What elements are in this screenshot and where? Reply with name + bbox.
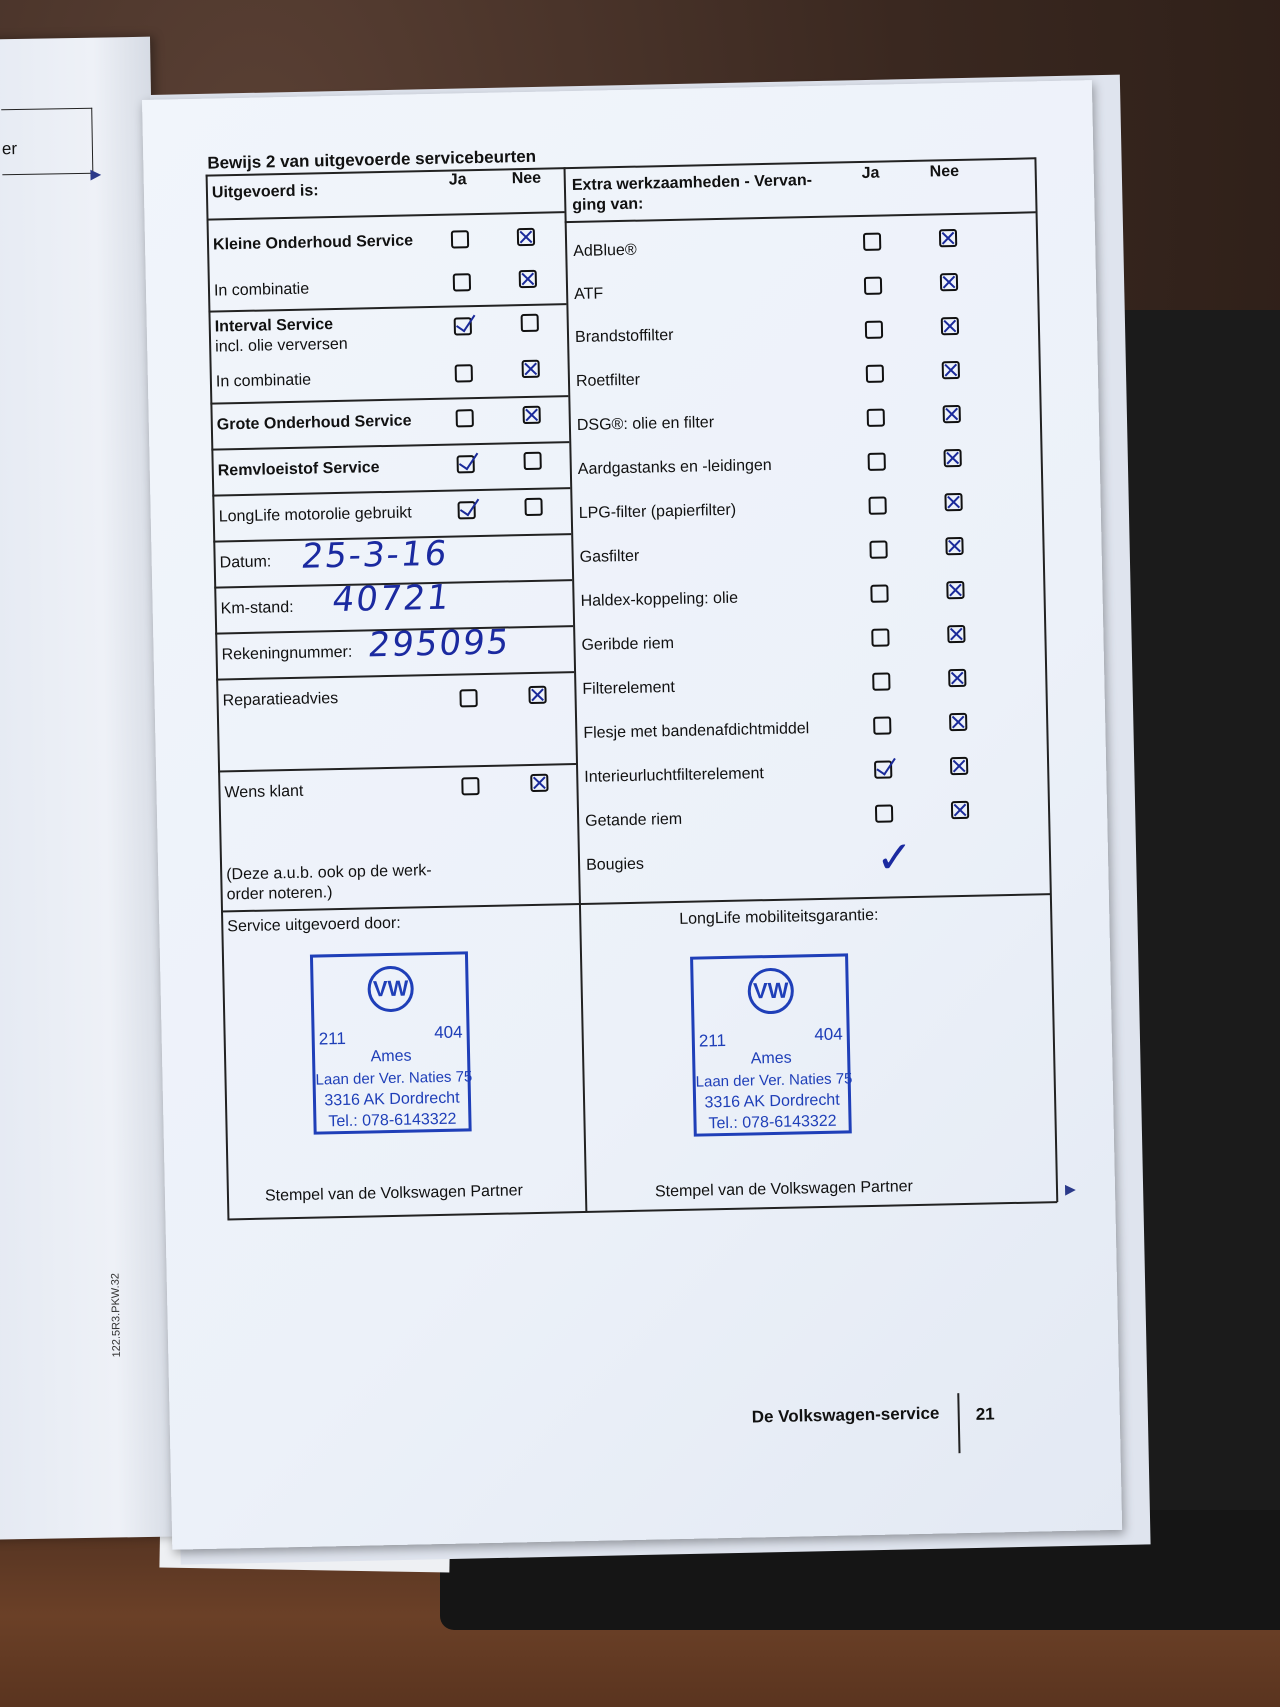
note-line-2: order noteren.) (226, 884, 333, 904)
right-header: Extra werkzaamheden - Vervan- (571, 171, 813, 195)
dealer-stamp-right (690, 953, 852, 1136)
extra-row-label: Bougies (585, 855, 645, 874)
page-title: Bewijs 2 van uitgevoerde servicebeurten (207, 146, 537, 173)
checkbox-nee[interactable] (940, 273, 958, 291)
invoice-value: 295095 (366, 622, 513, 666)
extra-row-label: Filterelement (582, 678, 676, 698)
repair-label: Reparatieadvies (222, 690, 339, 710)
service-page (142, 80, 1122, 1550)
checkbox-nee[interactable] (939, 229, 957, 247)
row-label: In combinatie (215, 371, 312, 391)
checkbox-nee[interactable] (530, 774, 548, 792)
stamp-caption-left: Stempel van de Volkswagen Partner (264, 1182, 524, 1205)
checkbox-ja[interactable] (867, 409, 885, 427)
dealer-stamp-left (310, 951, 472, 1134)
checkbox-ja[interactable] (453, 273, 471, 291)
stamp-street: Laan der Ver. Naties 75 (315, 1068, 473, 1089)
extra-row-label: LPG-filter (papierfilter) (578, 501, 737, 522)
checkbox-nee[interactable] (950, 757, 968, 775)
checkbox-nee[interactable] (517, 228, 535, 246)
extra-row-label: Getande riem (585, 810, 683, 830)
checkbox-ja[interactable] (457, 501, 475, 519)
checkbox-nee[interactable] (522, 406, 540, 424)
stamp-name: Ames (370, 1047, 412, 1066)
checkbox-ja[interactable] (871, 628, 889, 646)
row-label: Interval Service (214, 316, 334, 336)
checkbox-nee[interactable] (521, 314, 539, 332)
checkbox-ja[interactable] (866, 365, 884, 383)
checkbox-ja[interactable] (461, 777, 479, 795)
km-label: Km-stand: (220, 598, 294, 618)
extra-row-label: Flesje met bandenafdichtmiddel (583, 720, 810, 742)
extra-row-label: Geribde riem (581, 634, 675, 654)
checkbox-nee[interactable] (943, 449, 961, 467)
vw-logo-icon: VW (747, 968, 794, 1015)
checkbox-nee[interactable] (941, 317, 959, 335)
checkbox-nee[interactable] (519, 270, 537, 288)
checkbox-nee[interactable] (948, 669, 966, 687)
left-col-nee: Nee (511, 169, 542, 188)
datum-label: Datum: (219, 553, 272, 572)
stamp-caption-right: Stempel van de Volkswagen Partner (654, 1178, 914, 1201)
row-label: In combinatie (213, 280, 310, 300)
invoice-label: Rekeningnummer: (221, 643, 353, 664)
extra-row-label: AdBlue® (573, 241, 637, 260)
checkbox-nee[interactable] (945, 537, 963, 555)
service-by-label: Service uitgevoerd door: (227, 914, 401, 936)
checkbox-nee[interactable] (946, 581, 964, 599)
row-label: Kleine Onderhoud Service (212, 232, 414, 254)
checkbox-ja[interactable] (451, 230, 469, 248)
checkbox-ja[interactable] (875, 804, 893, 822)
checkbox-ja[interactable] (870, 584, 888, 602)
stamp-name: Ames (750, 1049, 792, 1068)
stamp-code-right: 404 (434, 1022, 463, 1043)
extra-row-label: Aardgastanks en -leidingen (577, 456, 772, 478)
checkbox-nee[interactable] (522, 360, 540, 378)
checkbox-nee[interactable] (944, 493, 962, 511)
extra-row-label: Gasfilter (579, 547, 640, 566)
checkbox-nee[interactable] (943, 405, 961, 423)
checkbox-ja[interactable] (863, 233, 881, 251)
left-page-tab-text: er (1, 139, 18, 159)
checkbox-ja[interactable] (868, 496, 886, 514)
stamp-code-left: 211 (318, 1028, 347, 1049)
checkbox-nee[interactable] (528, 686, 546, 704)
checkbox-ja[interactable] (869, 540, 887, 558)
stamp-code-right: 404 (814, 1024, 843, 1045)
page-number: 21 (975, 1404, 995, 1424)
footer-section: De Volkswagen-service (751, 1403, 940, 1427)
checkbox-nee[interactable] (523, 452, 541, 470)
checkbox-ja[interactable] (456, 409, 474, 427)
right-col-ja: Ja (861, 164, 880, 182)
next-arrow-icon: ▶ (90, 165, 102, 182)
left-col-ja: Ja (448, 171, 467, 189)
row-sublabel: incl. olie verversen (215, 335, 348, 356)
checkbox-ja[interactable] (873, 716, 891, 734)
checkbox-nee[interactable] (524, 498, 542, 516)
stamp-code-left: 211 (698, 1030, 727, 1051)
extra-row-label: DSG®: olie en filter (576, 414, 715, 434)
row-label: Remvloeistof Service (217, 459, 380, 480)
row-label: Grote Onderhoud Service (216, 412, 412, 434)
checkbox-ja[interactable] (457, 455, 475, 473)
row-label: LongLife motorolie gebruikt (218, 504, 412, 526)
checkbox-ja[interactable] (868, 453, 886, 471)
handwritten-check-icon: ✓ (875, 832, 914, 884)
stamp-city: 3316 AK Dordrecht (324, 1089, 460, 1110)
datum-value: 25-3-16 (299, 533, 451, 577)
checkbox-nee[interactable] (947, 625, 965, 643)
checkbox-ja[interactable] (459, 689, 477, 707)
guarantee-label: LongLife mobiliteitsgarantie: (679, 906, 879, 928)
extra-row-label: Haldex-koppeling: olie (580, 589, 739, 610)
vw-logo-icon: VW (367, 966, 414, 1013)
checkbox-ja[interactable] (874, 760, 892, 778)
checkbox-nee[interactable] (942, 361, 960, 379)
checkbox-nee[interactable] (951, 801, 969, 819)
stamp-phone: Tel.: 078-6143322 (328, 1110, 457, 1131)
km-value: 40721 (330, 577, 454, 621)
checkbox-nee[interactable] (949, 713, 967, 731)
checkbox-ja[interactable] (865, 321, 883, 339)
note-line-1: (Deze a.u.b. ook op de werk- (226, 862, 432, 884)
left-header: Uitgevoerd is: (211, 182, 319, 202)
checkbox-ja[interactable] (864, 277, 882, 295)
stamp-phone: Tel.: 078-6143322 (708, 1112, 837, 1133)
stamp-city: 3316 AK Dordrecht (704, 1091, 840, 1112)
extra-row-label: ATF (573, 285, 604, 303)
wish-label: Wens klant (224, 782, 304, 802)
checkbox-ja[interactable] (454, 317, 472, 335)
extra-row-label: Roetfilter (575, 371, 641, 390)
right-header-2: ging van: (572, 195, 644, 215)
stamp-street: Laan der Ver. Naties 75 (695, 1070, 853, 1091)
checkbox-ja[interactable] (455, 364, 473, 382)
extra-row-label: Interieurluchtfilterelement (584, 765, 765, 786)
right-col-nee: Nee (929, 162, 960, 181)
next-page-arrow-icon: ▶ (1064, 1180, 1076, 1197)
checkbox-ja[interactable] (872, 672, 890, 690)
doc-code: 122.5R3.PKW.32 (109, 1272, 124, 1358)
extra-row-label: Brandstoffilter (574, 326, 674, 346)
